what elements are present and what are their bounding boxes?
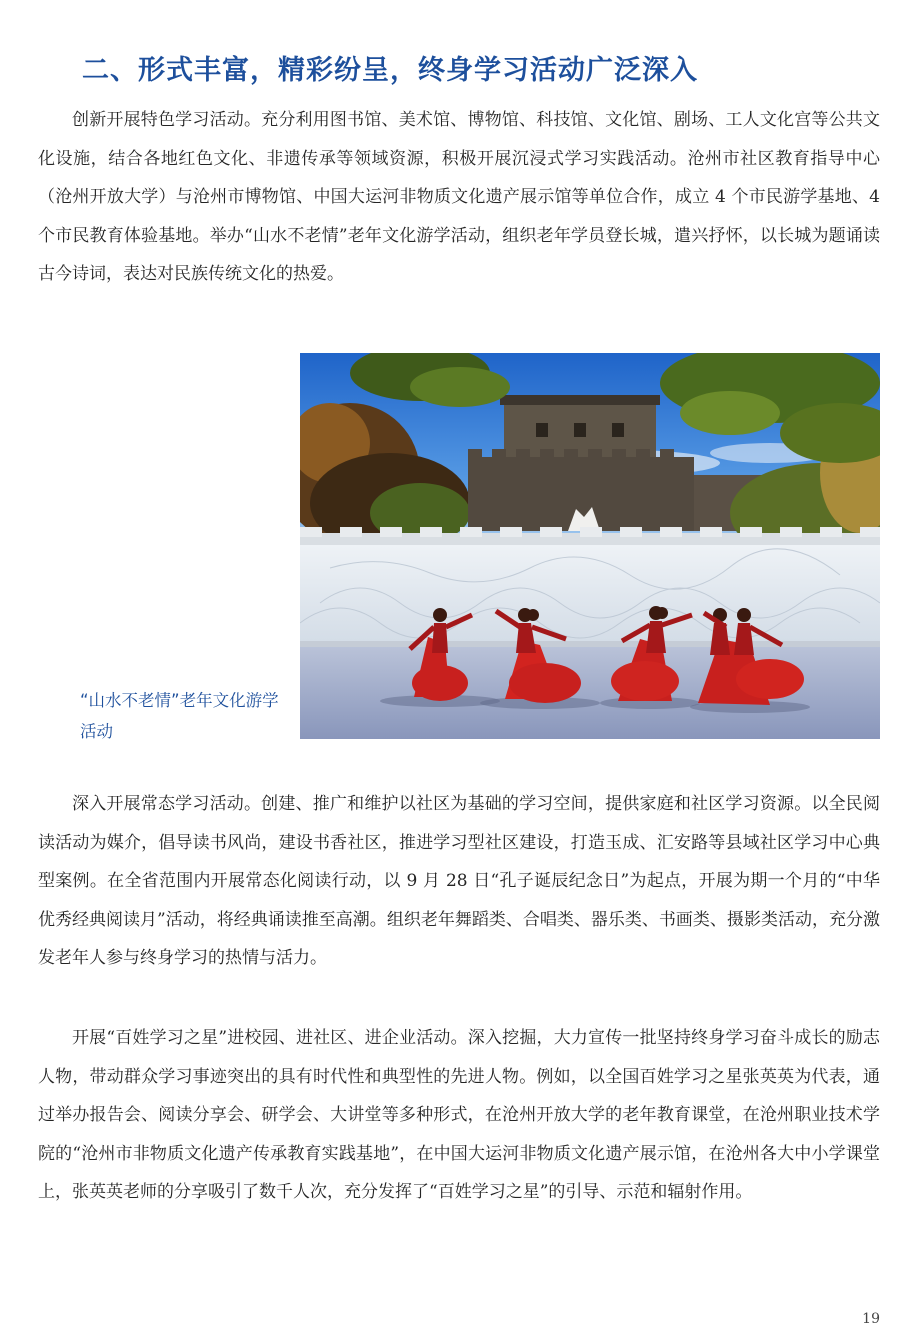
photo-caption: “山水不老情”老年文化游学活动 — [80, 691, 279, 741]
section-heading: 二、形式丰富，精彩纷呈，终身学习活动广泛深入 — [82, 55, 698, 87]
paragraph-learning-star: 开展“百姓学习之星”进校园、进社区、进企业活动。深入挖掘，大力宣传一批坚持终身学习奋斗成长的励志人物，带动群众学习事迹突出的具有时代性和典型性的先进人物。例如，以全国百姓学习之星张英英为代表，通过举办报告会、阅读分享会、研学会、大讲堂等多种形式，在沧州开放大学的老年教育课堂，在沧州职业技术学院的“沧州市非物质文化遗产传承教育实践基地”，在中国大运河非物质文化遗产展示馆，在沧州各大中小学课堂上，张英英老师的分享吸引了数千人次，充分发挥了“百姓学习之星”的引导、示范和辐射作用。 — [38, 1028, 880, 1203]
great-wall-dance-photo — [300, 353, 880, 739]
page-number: 19 — [862, 1311, 880, 1327]
paragraph-special-activities: 创新开展特色学习活动。充分利用图书馆、美术馆、博物馆、科技馆、文化馆、剧场、工人文化宫等公共文化设施，结合各地红色文化、非遗传承等领域资源，积极开展沉浸式学习实践活动。沧州市社区教育指导中心（沧州开放大学）与沧州市博物馆、中国大运河非物质文化遗产展示馆等单位合作，成立 4 个市民游学基地、4 个市民教育体验基地。举办“山水不老情”老年文化游学活动，组织老年学员登长城，遣兴抒怀，以长城为题诵读古今诗词，表达对民族传统文化的热爱。 — [38, 110, 880, 285]
paragraph-regular-activities: 深入开展常态学习活动。创建、推广和维护以社区为基础的学习空间，提供家庭和社区学习资源。以全民阅读活动为媒介，倡导读书风尚，建设书香社区，推进学习型社区建设，打造玉成、汇安路等县域社区学习中心典型案例。在全省范围内开展常态化阅读行动，以 9 月 28 日“孔子诞辰纪念日”为起点，开展为期一个月的“中华优秀经典阅读月”活动，将经典诵读推至高潮。组织老年舞蹈类、合唱类、器乐类、书画类、摄影类活动，充分激发老年人参与终身学习的热情与活力。 — [38, 794, 880, 969]
